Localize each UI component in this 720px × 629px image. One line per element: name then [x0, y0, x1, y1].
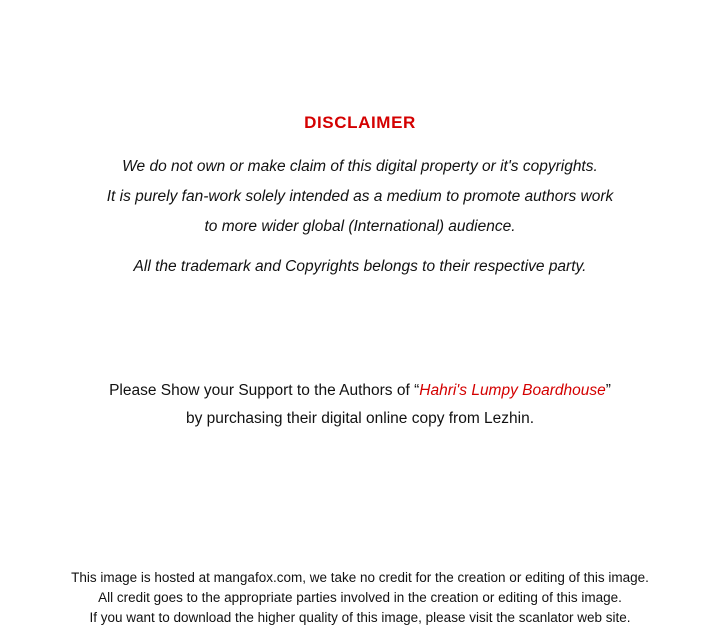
disclaimer-heading: DISCLAIMER — [304, 113, 416, 132]
support-message — [0, 377, 720, 433]
hosting-footer — [0, 568, 720, 628]
disclaimer-body-line: We do not own or make claim of this digital property or it's copyrights. — [122, 158, 598, 175]
disclaimer-body-line: to more wider global (International) audience. — [204, 218, 516, 235]
work-title-text: Hahri's Lumpy Boardhouse — [419, 382, 606, 399]
trademark-notice: All the trademark and Copyrights belongs to their respective party. — [133, 258, 587, 275]
footer-line-three: If you want to download the higher quality of this image, please visit the scanlator web site. — [89, 610, 631, 625]
disclaimer-body-line: It is purely fan-work solely intended as a medium to promote authors work — [106, 188, 614, 205]
support-line-two: by purchasing their digital online copy from Lezhin. — [185, 410, 535, 427]
disclaimer-body — [0, 152, 720, 242]
support-suffix-text: ” — [605, 382, 611, 399]
footer-line-one: This image is hosted at mangafox.com, we take no credit for the creation or editing of this image. — [71, 570, 649, 585]
support-prefix-text: Please Show your Support to the Authors of “ — [109, 382, 420, 399]
footer-line-two: All credit goes to the appropriate parties involved in the creation or editing of this image. — [98, 590, 622, 605]
support-line-one — [0, 377, 720, 405]
